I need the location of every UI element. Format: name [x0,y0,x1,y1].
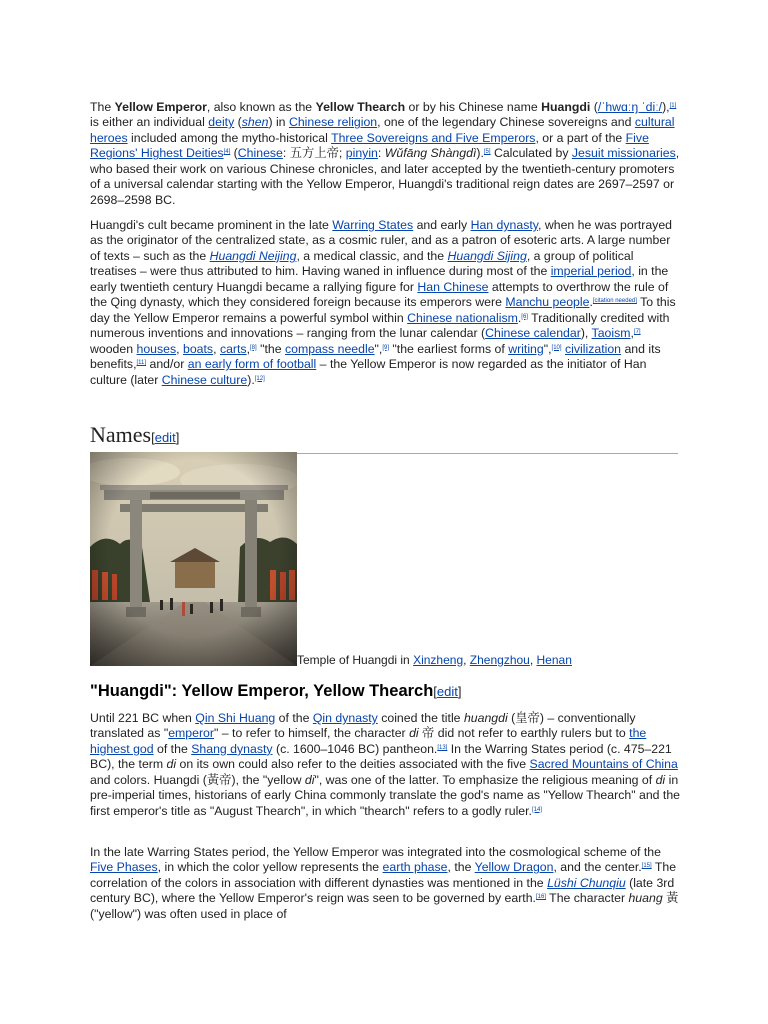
text: in pre-imperial times, historians of early China commonly translate the god's name as "Yellow Thearch" and the first emperor's title as "August Thearch", in which "thearch" refers to a godly ruler. [90,772,681,818]
bracket: ] [175,430,180,445]
link-qin-dynasty[interactable]: Qin dynasty [312,711,378,725]
italic-term: huang [628,891,663,906]
italic-term: di [409,726,419,741]
link-chinese-nationalism[interactable]: Chinese nationalism [407,310,518,325]
link-manchu-people[interactable]: Manchu people [505,295,590,310]
edit-section-link-wrapper [433,684,461,699]
citation-link[interactable]: [10] [551,344,562,351]
text: , [246,341,251,356]
text: attempts to overthrow the rule of the Qing dynasty, which they considered foreign because its emperors were [90,279,669,310]
bracket: [ [151,430,155,445]
citation-link[interactable]: [6] [521,313,528,320]
link-pinyin[interactable]: pinyin [345,146,378,161]
phases-paragraph [90,845,680,922]
link-qin-shi-huang[interactable]: Qin Shi Huang [195,711,276,725]
text: : [377,146,385,161]
section-heading-text: "Huangdi": Yellow Emperor, Yellow Thearch [90,682,434,700]
section-heading-huangdi [90,680,462,703]
text: , and the center. [553,860,642,875]
citation-link[interactable]: [8] [250,344,257,351]
link-huangdi-neijing[interactable]: Huangdi Neijing [209,248,297,263]
text: ), [580,326,592,341]
text: : 五方上帝; [282,146,346,161]
text: " – to refer to himself, the character [214,726,410,741]
link-three-sovereigns[interactable]: Three Sovereigns and Five Emperors [331,130,536,145]
cult-paragraph-container [90,218,680,388]
text: ) in [268,115,289,130]
link-compass-needle[interactable]: compass needle [284,341,375,356]
italic-term: di [655,772,666,787]
italic-term: di [166,757,177,772]
text: ( [590,100,598,114]
text: included among the mytho-historical [127,130,332,145]
link-warring-states[interactable]: Warring States [332,218,414,232]
text: The correlation of the colors in association with different dynasties was mentioned in the [90,860,677,890]
text: (late 3rd century BC), where the Yellow Emperor's reign was seen to be governed by earth. [90,875,675,906]
citation-link[interactable]: [13] [437,744,448,751]
link-writing[interactable]: writing [508,341,544,356]
text: and its benefits, [90,341,661,372]
text: In the Warring States period (c. 475–221 BC), the term [90,741,672,772]
text: 黃 ("yellow") was often used in place of [90,891,679,921]
text: , [213,341,220,356]
text: The [90,100,115,114]
text: – the Yellow Emperor is now regarded as the initiator of Han culture (later [90,357,647,387]
link-han-chinese[interactable]: Han Chinese [417,279,489,294]
link-zhengzhou[interactable]: Zhengzhou [469,653,530,667]
text: Huangdi's cult became prominent in the late [90,218,333,232]
citation-link[interactable]: [12] [254,375,265,382]
link-highest-god[interactable]: the highest god [90,726,647,756]
intro-paragraph-container [90,100,680,208]
text: ( [230,146,238,161]
text: , [529,653,537,667]
text: . [517,310,522,325]
link-shen[interactable]: shen [241,115,269,130]
edit-section-link[interactable]: edit [154,430,176,445]
link-ipa[interactable]: /ˈhwɑːŋ ˈdiː/ [597,100,663,114]
text: of the [275,711,313,725]
text: is either an individual [90,115,209,130]
citation-link[interactable]: [16] [535,894,546,901]
link-huangdi-sijing[interactable]: Huangdi Sijing [447,248,527,263]
intro-paragraph [90,100,680,208]
citation-link[interactable]: [11] [136,360,147,367]
link-earth-phase[interactable]: earth phase [382,860,448,875]
text: , one of the legendary Chinese sovereigns and [377,115,635,130]
text: ). [476,146,484,161]
text: ", [374,341,383,356]
text: , [463,653,470,667]
link-chinese-religion[interactable]: Chinese religion [288,115,378,130]
italic-term: huangdi [463,711,508,725]
temple-photo[interactable] [90,452,297,666]
text: "the [256,341,285,356]
phases-paragraph-container [90,845,680,922]
text: (c. 1600–1046 BC) pantheon. [272,741,438,756]
link-taoism[interactable]: Taoism [591,326,631,341]
link-lushi-chunqiu[interactable]: Lüshi Chunqiu [547,875,626,890]
citation-needed-link[interactable]: [citation needed] [592,298,637,305]
text: ). [247,372,255,387]
citation-link[interactable]: [1] [669,103,677,109]
text: 帝 did not refer to earthly rulers but to [418,726,630,741]
text: ", [543,341,552,356]
citation-link[interactable]: [14] [531,806,542,813]
link-early-football[interactable]: an early form of football [187,357,317,372]
link-five-regions[interactable]: Five Regions' Highest Deities [90,130,649,161]
text: , who based their work on various Chinese chronicles, and later accepted by the twentieth-century promoters of a universal calendar starting with the Yellow Emperor, Huangdi's traditional reign dates are 2697–2597 or 2698–2598 BC. [90,146,680,207]
link-shang-dynasty[interactable]: Shang dynasty [191,741,273,756]
text: ( [234,115,242,130]
edit-section-link-wrapper [151,430,179,445]
link-henan[interactable]: Henan [536,653,572,667]
cult-paragraph [90,218,680,388]
text: coined the title [377,711,464,725]
bold-term-yellow-emperor: Yellow Emperor [114,100,207,114]
text: , the [447,860,475,875]
citation-link[interactable]: [7] [633,329,641,336]
link-chinese-culture[interactable]: Chinese culture [161,372,248,387]
italic-term: di [304,772,315,787]
caption-text: Temple of Huangdi in [297,653,414,667]
citation-link[interactable]: [5] [483,149,491,156]
text: , in the early twentieth century Huangdi became a rallying figure for [90,264,669,294]
bold-term-huangdi: Huangdi [541,100,591,114]
text: , a medical classic, and the [296,248,448,263]
text: wooden [90,341,137,356]
text: Traditionally credited with numerous inventions and innovations – ranging from the lunar calendar ( [90,310,670,341]
section-heading-text: Names [90,422,152,447]
text: . [589,295,593,310]
text: (皇帝) – conventionally translated as " [90,711,636,741]
citation-link[interactable]: [9] [382,344,390,351]
text: , when he was portrayed as the originator of the centralized state, as a cosmic ruler, and as a patron of esoteric arts. A large number of texts – such as the [90,218,673,263]
link-sacred-mountains[interactable]: Sacred Mountains of China [529,757,678,772]
link-cultural-heroes[interactable]: cultural heroes [90,115,675,145]
figure-caption [297,653,572,667]
link-emperor[interactable]: emperor [168,726,214,741]
link-chinese-calendar[interactable]: Chinese calendar [485,326,581,341]
link-yellow-dragon[interactable]: Yellow Dragon [474,860,554,875]
edit-section-link[interactable]: edit [436,684,458,699]
text: The character [545,891,629,906]
text: and early [413,218,471,232]
text: and colors. Huangdi (黃帝), the "yellow [90,772,305,787]
text: , also known as the [206,100,316,114]
citation-link[interactable]: [4] [223,149,231,156]
text: , [176,341,183,356]
link-deity[interactable]: deity [208,115,235,130]
link-chinese[interactable]: Chinese [237,146,283,161]
text: , in which the color yellow represents the [157,860,383,875]
link-xinzheng[interactable]: Xinzheng [413,653,464,667]
link-houses[interactable]: houses [136,341,177,356]
bracket: ] [457,684,462,699]
text: and/or [146,357,188,372]
bracket: [ [433,684,437,699]
text: Calculated by [490,146,572,161]
text: ), [662,100,670,114]
title-paragraph [90,711,680,819]
link-carts[interactable]: carts [219,341,247,356]
text: ", was one of the latter. To emphasize the religious meaning of [314,772,656,787]
text: To this day the Yellow Emperor remains a powerful symbol within [90,295,676,325]
text: , or a part of the [535,130,626,145]
text: Until 221 BC when [90,711,196,725]
text: on its own could also refer to the deities associated with the five [176,757,530,772]
link-civilization[interactable]: civilization [564,341,622,356]
text: , [630,326,634,341]
italic-pinyin: Wǔfāng Shàngdì [384,146,477,161]
link-han-dynasty[interactable]: Han dynasty [470,218,539,232]
bold-term-yellow-thearch: Yellow Thearch [315,100,406,114]
text: In the late Warring States period, the Yellow Emperor was integrated into the cosmological scheme of the [90,845,661,859]
title-paragraph-container [90,711,680,819]
section-heading-names [90,420,678,454]
text: or by his Chinese name [405,100,542,114]
link-imperial-period[interactable]: imperial period [550,264,632,279]
link-five-phases[interactable]: Five Phases [90,860,158,875]
link-boats[interactable]: boats [183,341,214,356]
text: of the [153,741,192,756]
text: "the earliest forms of [389,341,509,356]
link-jesuit-missionaries[interactable]: Jesuit missionaries [571,146,676,161]
citation-link[interactable]: [15] [641,863,652,870]
text: , a group of political treatises – were thus attributed to him. Having waned in influence during most of the [90,248,634,279]
